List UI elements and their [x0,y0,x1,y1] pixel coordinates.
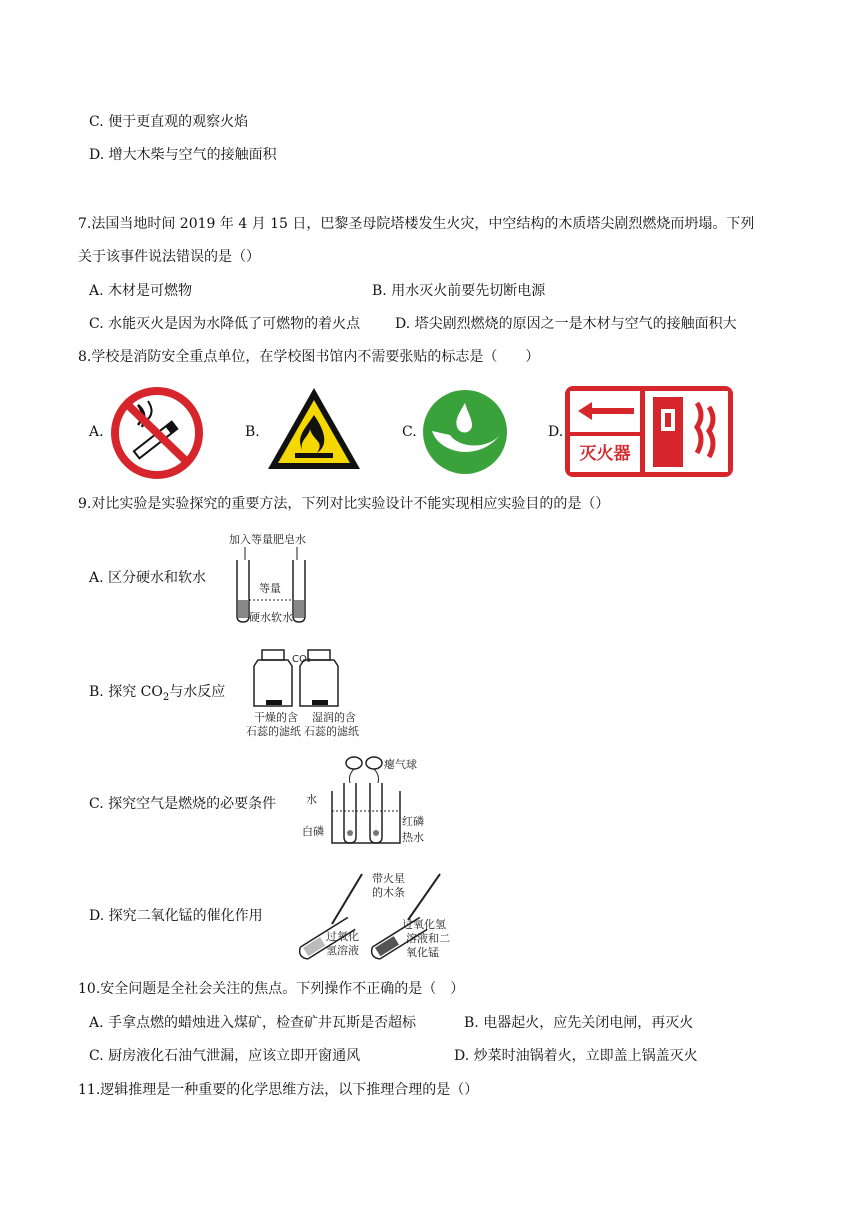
figB-left-label-2: 石蕊的滤纸 [246,725,301,738]
figB-right-label-2: 石蕊的滤纸 [304,725,359,738]
q7-option-a: A. 木材是可燃物 [89,283,193,299]
figC-water-label: 水 [306,793,317,806]
q9-option-c: C. 探究空气是燃烧的必要条件 [89,796,277,812]
figD-right-label-1: 过氧化氢 [402,918,446,931]
flammable-warning-sign [265,385,363,473]
q6-option-d: D. 增大木柴与空气的接触面积 [89,147,277,163]
arrow-left-icon [570,391,640,432]
q7-option-d: D. 塔尖剧烈燃烧的原因之一是木材与空气的接触面积大 [395,316,737,332]
q9-stem: 9.对比实验是实验探究的重要方法，下列对比实验设计不能实现相应实验目的的是（） [78,496,610,512]
q8-stem: 8.学校是消防安全重点单位，在学校图书馆内不需要张贴的标志是（ ） [78,349,540,365]
figD-left-label-1: 过氧化 [326,930,359,943]
hard-soft-water-figure [221,530,321,626]
figD-left-label-2: 氢溶液 [326,944,359,957]
arrow-panel [570,391,640,432]
figD-top-label-2: 的木条 [372,886,405,899]
figA-top-label: 加入等量肥皂水 [229,533,306,546]
figA-bottom-label: 硬水软水 [249,611,293,624]
extinguisher-panel [645,391,728,472]
q9-option-a: A. 区分硬水和软水 [89,570,207,586]
figA-mid-label: 等量 [259,582,281,595]
q7-option-c: C. 水能灭火是因为水降低了可燃物的着火点 [89,316,361,332]
q9-option-d: D. 探究二氧化锰的催化作用 [89,908,263,924]
q10-option-d: D. 炒菜时油锅着火，立即盖上锅盖灭火 [454,1048,698,1064]
q8-label-a: A. [89,424,104,440]
fire-extinguisher-icon [645,391,728,472]
figC-hot-label: 热水 [402,831,424,844]
figC-balloon-label: 瘪气球 [384,758,417,771]
fire-extinguisher-sign [565,386,733,477]
mno2-catalyst-figure [290,868,450,962]
q8-label-c: C. [402,424,417,440]
figC-white-label: 白磷 [302,825,324,838]
q10-option-b: B. 电器起火，应先关闭电闸，再灭火 [464,1015,694,1031]
q10-stem: 10.安全问题是全社会关注的焦点。下列操作不正确的是（ ） [78,981,465,997]
q7-stem-line2: 关于该事件说法错误的是（） [78,249,260,265]
q11-stem: 11.逻辑推理是一种重要的化学思维方法，以下推理合理的是（） [78,1082,479,1098]
q6-option-c: C. 便于更直观的观察火焰 [89,114,249,130]
q10-option-a: A. 手拿点燃的蜡烛进入煤矿，检查矿井瓦斯是否超标 [89,1015,417,1031]
co2-litmus-figure [244,644,368,740]
figB-right-label-1: 湿润的含 [312,711,356,724]
combustion-condition-figure [298,753,438,853]
q7-option-b: B. 用水灭火前要先切断电源 [372,283,546,299]
q10-option-c: C. 厨房液化石油气泄漏，应该立即开窗通风 [89,1048,361,1064]
figB-left-label-1: 干燥的含 [254,711,298,724]
q8-label-d: D. [548,424,564,440]
figD-top-label-1: 带火星 [372,872,405,885]
q7-stem-line1: 7.法国当地时间 2019 年 4 月 15 日，巴黎圣母院塔楼发生火灾，中空结构的木质塔尖剧烈燃烧而坍塌。下列 [78,216,755,232]
q8-label-b: B. [245,424,260,440]
no-smoking-sign [108,385,206,481]
water-saving-sign [422,389,508,475]
q9-option-b: B. 探究 $CO_2$与水反应 [89,684,226,703]
figC-red-label: 红磷 [402,815,424,828]
figD-right-label-3: 氧化锰 [406,946,439,959]
figB-gas-label: CO₂ [292,654,311,665]
extinguisher-label: 灭火器 [570,436,640,472]
figD-right-label-2: 溶液和二 [406,932,450,945]
